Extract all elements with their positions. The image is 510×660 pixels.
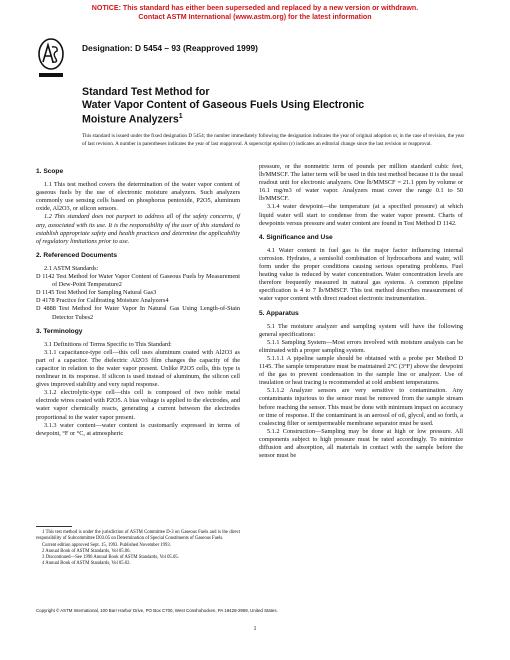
reference-item: D 1142 Test Method for Water Vapor Content of Gaseous Fuels by Measurement of Dew-Point Temperature2: [36, 273, 240, 289]
section-heading: 4. Significance and Use: [259, 233, 333, 241]
right-column: [259, 163, 463, 460]
footnote: 4 Annual Book of ASTM Standards, Vol 05.02.: [42, 561, 131, 567]
footnote: 3 Discontinued—See 1996 Annual Book of ASTM Standards, Vol 05.05.: [42, 555, 179, 561]
paragraph: 1.1 This test method covers the determination of the water vapor content of gaseous fuels by the use of electronic moisture analyzers. Such analyzers commonly use sensing cells based on phosphorus pentoxide, P2O5, aluminum oxide, Al2O3, or silicon sensors.: [36, 181, 240, 213]
title-line-1: Standard Test Method for: [82, 86, 210, 98]
title-line-3: Moisture Analyzers: [82, 113, 179, 126]
notice-line-2: Contact ASTM International (www.astm.org) for the latest information: [138, 12, 372, 21]
section-heading: 1. Scope: [36, 168, 64, 175]
paragraph: 1.2 This standard does not purport to address all of the safety concerns, if any, associated with its use. It is the responsibility of the user of this standard to establish appropriate safety and health practices and determine the applicability of regulatory limitations prior to use.: [36, 213, 240, 245]
paragraph: pressure, or the nonmetric term of pounds per million standard cubic feet, lb/MMSCF. The latter term will be used in this test method because it is the usual readout unit for electronic analyzers. One lb/MMSCF = 21.1 ppm by volume or 16.1 mg/m3 of water vapor. Analyzers must cover the range 0.1 to 50 lb/MMSCF.: [259, 163, 463, 203]
reference-item: D 4888 Test Method for Water Vapor In Natural Gas Using Length-of-Stain Detector Tubes2: [36, 305, 240, 321]
paragraph: 5.1.1.1 A pipeline sample should be obtained with a probe per Method D 1145. The sample temperature must be maintained 2°C (3°F) above the dewpoint of the gas to prevent condensation in the sample line or analyzer. Use of insulation or heat tracing is recommended at cold ambient temperatures.: [259, 354, 463, 387]
footnote-rule: [36, 526, 72, 527]
paragraph: 5.1.1 Sampling System—Most errors involved with moisture analysis can be eliminated with a proper sampling system.: [259, 338, 463, 354]
title-footnote-mark: 1: [178, 113, 183, 121]
astm-logo: [36, 37, 66, 81]
paragraph: 3.1.1 capacitance-type cell—this cell uses aluminum coated with Al2O3 as part of a capacitor. The dielectric Al2O3 film changes the capacity of the capacitor in relation to the water vapor present. Unlike P2O5 cells, this type is nonlinear in its response. If silicon is used instead of aluminum, the silicon cell gives improved stability and very rapid response.: [36, 348, 240, 389]
paragraph: 5.1.2 Construction—Sampling may be done at high or low pressure. All components subject to high pressure must be rated accordingly. To minimize diffusion and absorption, all materials in contact with the sample before the sensor must be: [259, 427, 463, 460]
reference-item: D 1145 Test Method for Sampling Natural Gas3: [36, 289, 157, 297]
paragraph: 2.1 ASTM Standards:: [44, 264, 99, 272]
paragraph: 3.1 Definitions of Terms Specific to This Standard:: [44, 340, 172, 348]
section-heading: 2. Referenced Documents: [36, 251, 117, 259]
document-title: [82, 86, 462, 126]
paragraph: 5.1.1.2 Analyzer sensors are very sensitive to contamination. Any contaminants injurious to the sensor must be removed from the sample stream before reaching the sensor. This must be done with minimum impact on accuracy or time of response. If the contaminant is an aerosol of oil, glycol, and so forth, a coalescing filter or semipermeable membrane separator must be used.: [259, 387, 463, 427]
paragraph: 3.1.3 water content—water content is customarily expressed in terms of dewpoint, °F or °C, at atmospheric: [36, 421, 240, 437]
footnote: 1 This test method is under the jurisdiction of ASTM Committee D-3 on Gaseous Fuels and is the direct responsibility of Subcommittee D03.05 on Determination of Special Constituents of Gaseous Fuels.: [36, 530, 240, 542]
paragraph: 3.1.2 electrolytic-type cell—this cell is composed of two noble metal electrode wires coated with P2O5. A bias voltage is applied to the electrodes, and water vapor chemically reacts, generating a current between the electrodes proportional to the water vapor present.: [36, 389, 240, 421]
footnotes: [36, 526, 240, 568]
section-heading: 5. Apparatus: [259, 309, 299, 317]
paragraph: 3.1.4 water dewpoint—the temperature (at a specified pressure) at which liquid water will start to condense from the water vapor present. Charts of dewpoints versus pressure and water content are found in Test Method D 1142.: [259, 203, 463, 227]
page-number: 1: [253, 626, 257, 632]
designation: Designation: D 5454 – 93 (Reapproved 1999): [82, 43, 258, 53]
section-heading: 3. Terminology: [36, 327, 83, 335]
left-column: [36, 168, 240, 438]
footnote: 2 Annual Book of ASTM Standards, Vol 05.06.: [42, 548, 131, 554]
title-line-2: Water Vapor Content of Gaseous Fuels Using Electronic: [82, 98, 365, 111]
notice-line-1: NOTICE: This standard has either been superseded and replaced by a new version or withdrawn.: [91, 4, 419, 12]
footnote: Current edition approved Sept. 15, 1993. Published November 1993.: [42, 542, 171, 548]
paragraph: 4.1 Water content in fuel gas is the major factor influencing internal corrosion. Hydrates, a semisolid combination of hydrocarbons and water, will form under the proper conditions causing serious operating problems. Fuel heating value is reduced by water concentration. Water concentration levels are therefore frequently measured in natural gas systems. A common pipeline specification is 4 to 7 lb/MMSCF. This test method describes measurement of water vapor content with direct readout electronic instrumentation.: [259, 246, 463, 303]
withdrawal-notice: [0, 4, 510, 21]
copyright: Copyright © ASTM International, 100 Barr Harbor Drive, PO Box C700, West Conshohocken, PA 19428-2959, United States.: [36, 608, 278, 613]
reference-item: D 4178 Practice for Calibrating Moisture Analyzers4: [36, 297, 169, 305]
standard-intro: This standard is issued under the fixed designation D 5454; the number immediately following the designation indicates the year of original adoption or, in the case of revision, the year of last revision. A number in parentheses indicates the year of last reapproval. A superscript epsilon (ε) indicates an editorial change since the last revision or reapproval.: [82, 133, 465, 147]
paragraph: 5.1 The moisture analyzer and sampling system will have the following general specifications:: [259, 322, 463, 338]
